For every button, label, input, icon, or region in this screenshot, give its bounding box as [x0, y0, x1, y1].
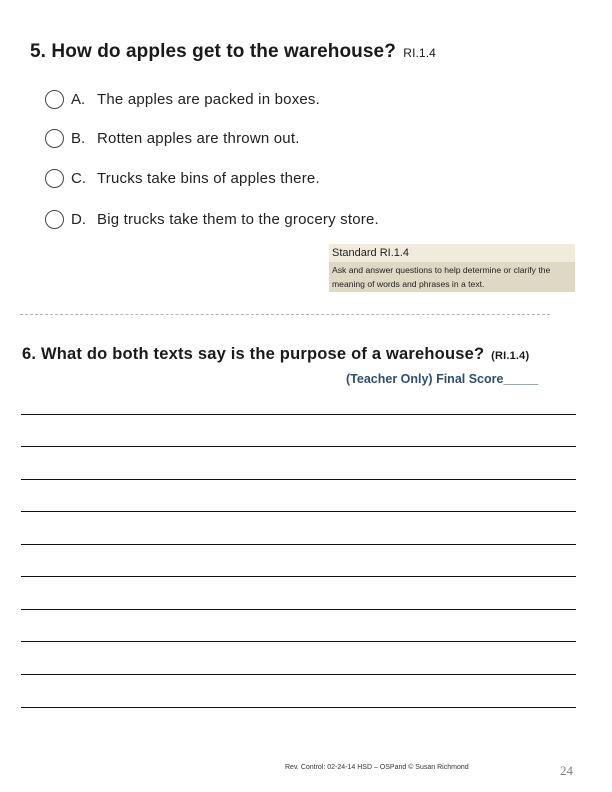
radio-circle-icon[interactable] [45, 90, 64, 109]
standard-box [329, 244, 575, 292]
footer-text: Rev. Control: 02-24-14 HSD – OSPand © Susan Richmond [285, 764, 469, 771]
standard-heading: Standard RI.1.4 [329, 244, 575, 262]
answer-line[interactable] [21, 414, 576, 415]
option-letter: D. [71, 210, 86, 228]
question-5-standard: RI.1.4 [403, 46, 436, 60]
answer-line[interactable] [21, 609, 576, 610]
answer-line[interactable] [21, 511, 576, 512]
radio-circle-icon[interactable] [45, 129, 64, 148]
answer-line[interactable] [21, 446, 576, 447]
standard-description: Ask and answer questions to help determine or clarify the meaning of words and phrases in a text. [329, 262, 575, 292]
option-text: Big trucks take them to the grocery store. [97, 210, 379, 228]
teacher-final-score: (Teacher Only) Final Score_____ [346, 372, 539, 386]
answer-line[interactable] [21, 544, 576, 545]
option-d[interactable] [45, 208, 379, 230]
answer-line[interactable] [21, 641, 576, 642]
question-5-title [30, 41, 436, 63]
page-number: 24 [560, 763, 573, 778]
question-5-text: 5. How do apples get to the warehouse? [30, 41, 396, 62]
section-divider [20, 314, 550, 315]
option-c[interactable] [45, 167, 320, 189]
option-a[interactable] [45, 88, 320, 110]
question-6-text: 6. What do both texts say is the purpose of a warehouse? [22, 345, 485, 363]
option-letter: B. [71, 129, 86, 147]
answer-line[interactable] [21, 707, 576, 708]
option-text: Rotten apples are thrown out. [97, 129, 300, 147]
answer-line[interactable] [21, 479, 576, 480]
question-6-title [22, 345, 529, 364]
radio-circle-icon[interactable] [45, 210, 64, 229]
answer-line[interactable] [21, 576, 576, 577]
question-6-standard: (RI.1.4) [491, 350, 530, 362]
option-b[interactable] [45, 127, 300, 149]
radio-circle-icon[interactable] [45, 169, 64, 188]
option-letter: A. [71, 90, 86, 108]
answer-line[interactable] [21, 674, 576, 675]
option-text: The apples are packed in boxes. [97, 90, 321, 108]
option-letter: C. [71, 169, 86, 187]
option-text: Trucks take bins of apples there. [97, 169, 320, 187]
